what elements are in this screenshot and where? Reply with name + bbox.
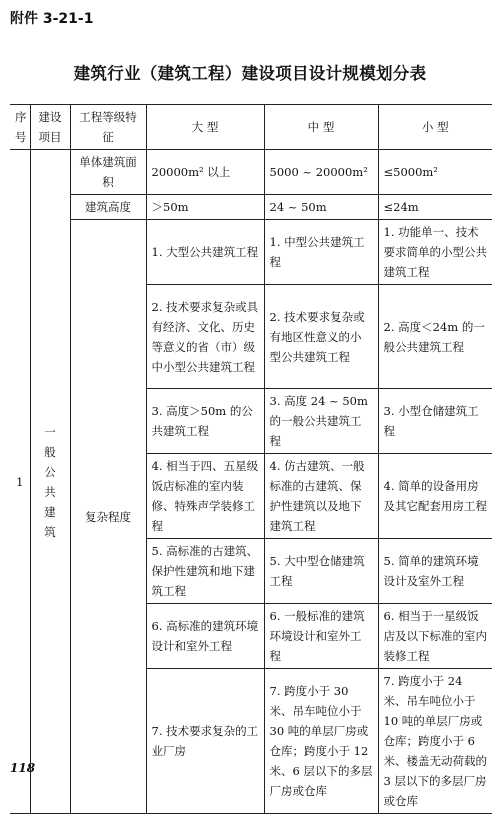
medium-cell: 3. 高度 24 ~ 50m 的一般公共建筑工程 bbox=[264, 389, 378, 454]
medium-cell: 5000 ~ 20000m² bbox=[264, 150, 378, 195]
medium-cell: 4. 仿古建筑、一般标准的古建筑、保护性建筑以及地下建筑工程 bbox=[264, 454, 378, 539]
large-cell: 7. 技术要求复杂的工业厂房 bbox=[146, 669, 264, 814]
large-cell: 3. 高度＞50m 的公共建筑工程 bbox=[146, 389, 264, 454]
small-cell: 6. 相当于一星级饭店及以下标准的室内装修工程 bbox=[378, 604, 492, 669]
small-cell: 3. 小型仓储建筑工程 bbox=[378, 389, 492, 454]
category-cell bbox=[30, 150, 70, 814]
header-feature: 工程等级特征 bbox=[70, 105, 146, 150]
annex-label: 附件 3-21-1 bbox=[10, 11, 94, 27]
small-cell: 5. 简单的建筑环境设计及室外工程 bbox=[378, 539, 492, 604]
medium-cell: 5. 大中型仓储建筑工程 bbox=[264, 539, 378, 604]
table-row bbox=[10, 150, 492, 195]
header-category: 建设项目 bbox=[30, 105, 70, 150]
feature-cell: 单体建筑面积 bbox=[70, 150, 146, 195]
small-cell: ≤5000m² bbox=[378, 150, 492, 195]
small-cell: 4. 简单的设备用房及其它配套用房工程 bbox=[378, 454, 492, 539]
table-row bbox=[10, 220, 492, 285]
page-title: 建筑行业（建筑工程）建设项目设计规模划分表 bbox=[73, 64, 427, 83]
small-cell: ≤24m bbox=[378, 195, 492, 220]
table-header-row bbox=[10, 105, 492, 150]
large-cell: 6. 高标准的建筑环境设计和室外工程 bbox=[146, 604, 264, 669]
header-medium: 中 型 bbox=[264, 105, 378, 150]
medium-cell: 6. 一般标准的建筑环境设计和室外工程 bbox=[264, 604, 378, 669]
table-row bbox=[10, 195, 492, 220]
seq-cell: 1 bbox=[10, 150, 30, 814]
medium-cell: 2. 技术要求复杂或有地区性意义的小型公共建筑工程 bbox=[264, 285, 378, 389]
medium-cell: 7. 跨度小于 30 米、吊车吨位小于 30 吨的单层厂房或仓库；跨度小于 12 米、6 层以下的多层厂房或仓库 bbox=[264, 669, 378, 814]
page-number: 118 bbox=[10, 761, 36, 775]
large-cell: 5. 高标准的古建筑、保护性建筑和地下建筑工程 bbox=[146, 539, 264, 604]
large-cell: 1. 大型公共建筑工程 bbox=[146, 220, 264, 285]
large-cell: ＞50m bbox=[146, 195, 264, 220]
small-cell: 2. 高度＜24m 的一般公共建筑工程 bbox=[378, 285, 492, 389]
complexity-label-cell: 复杂程度 bbox=[70, 220, 146, 814]
category-text: 一般公共建筑 bbox=[44, 424, 56, 539]
header-small: 小 型 bbox=[378, 105, 492, 150]
header-large: 大 型 bbox=[146, 105, 264, 150]
feature-cell: 建筑高度 bbox=[70, 195, 146, 220]
design-scale-table bbox=[10, 104, 492, 814]
large-cell: 20000m² 以上 bbox=[146, 150, 264, 195]
large-cell: 4. 相当于四、五星级饭店标准的室内装修、特殊声学装修工程 bbox=[146, 454, 264, 539]
medium-cell: 1. 中型公共建筑工程 bbox=[264, 220, 378, 285]
small-cell: 1. 功能单一、技术要求简单的小型公共建筑工程 bbox=[378, 220, 492, 285]
large-cell: 2. 技术要求复杂或具有经济、文化、历史等意义的省（市）级中小型公共建筑工程 bbox=[146, 285, 264, 389]
medium-cell: 24 ~ 50m bbox=[264, 195, 378, 220]
small-cell: 7. 跨度小于 24 米、吊车吨位小于 10 吨的单层厂房或仓库；跨度小于 6 米、楼盖无动荷载的 3 层以下的多层厂房或仓库 bbox=[378, 669, 492, 814]
header-seq: 序号 bbox=[10, 105, 30, 150]
